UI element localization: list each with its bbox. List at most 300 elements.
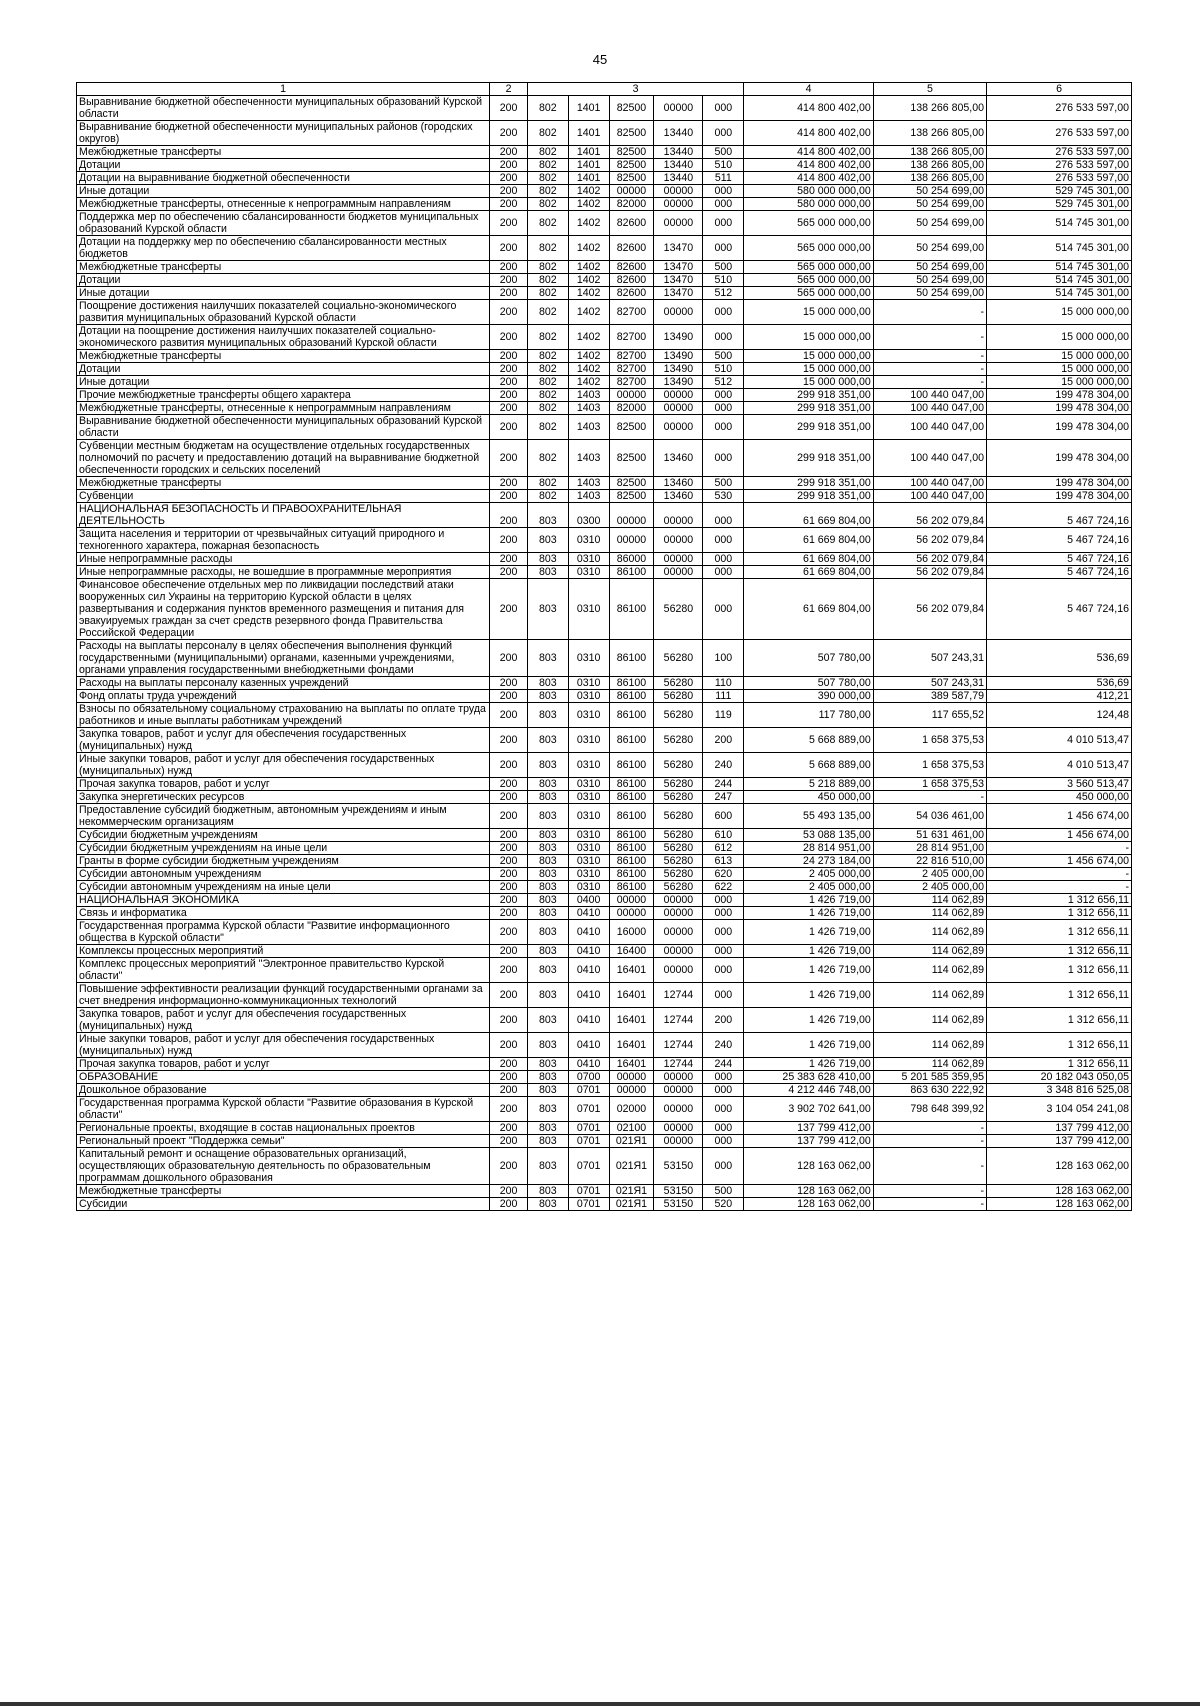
code-program: 16401 [609, 958, 654, 983]
row-name: Комплексы процессных мероприятий [77, 945, 490, 958]
remaining-value: 3 348 816 525,08 [987, 1084, 1132, 1097]
header-col-2: 2 [490, 83, 528, 96]
row-name: Субсидии бюджетным учреждениям [77, 829, 490, 842]
code-program: 86100 [609, 778, 654, 791]
plan-value: 1 426 719,00 [744, 983, 874, 1008]
table-row [77, 1033, 1132, 1058]
code-ministry: 803 [527, 703, 568, 728]
code-admin: 200 [490, 677, 528, 690]
row-name: Дошкольное образование [77, 1084, 490, 1097]
code-section: 0410 [568, 1058, 609, 1071]
code-program: 16400 [609, 945, 654, 958]
row-name: Капитальный ремонт и оснащение образовательных организаций, осуществляющих образовательную деятельность по образовательным программам дошкольного образования [77, 1148, 490, 1185]
row-name: Предоставление субсидий бюджетным, автономным учреждениям и иным некоммерческим организациям [77, 804, 490, 829]
plan-value: 2 405 000,00 [744, 881, 874, 894]
remaining-value: 128 163 062,00 [987, 1185, 1132, 1198]
code-direction: 00000 [654, 945, 703, 958]
plan-value: 128 163 062,00 [744, 1185, 874, 1198]
code-section: 0310 [568, 703, 609, 728]
code-ministry: 803 [527, 1097, 568, 1122]
executed-value: 51 631 461,00 [873, 829, 986, 842]
row-name: ОБРАЗОВАНИЕ [77, 1071, 490, 1084]
executed-value: 50 254 699,00 [873, 185, 986, 198]
table-row [77, 402, 1132, 415]
plan-value: 137 799 412,00 [744, 1122, 874, 1135]
code-direction: 00000 [654, 920, 703, 945]
code-admin: 200 [490, 842, 528, 855]
code-expense-type: 247 [703, 791, 744, 804]
code-section: 0410 [568, 945, 609, 958]
code-expense-type: 000 [703, 1097, 744, 1122]
row-name: Субсидии [77, 1198, 490, 1211]
plan-value: 299 918 351,00 [744, 402, 874, 415]
plan-value: 137 799 412,00 [744, 1135, 874, 1148]
code-section: 0400 [568, 894, 609, 907]
code-admin: 200 [490, 868, 528, 881]
executed-value: 56 202 079,84 [873, 553, 986, 566]
code-section: 1402 [568, 274, 609, 287]
plan-value: 15 000 000,00 [744, 350, 874, 363]
plan-value: 565 000 000,00 [744, 274, 874, 287]
plan-value: 28 814 951,00 [744, 842, 874, 855]
executed-value: - [873, 376, 986, 389]
code-ministry: 802 [527, 198, 568, 211]
row-name: Межбюджетные трансферты [77, 477, 490, 490]
executed-value: - [873, 1198, 986, 1211]
table-row [77, 907, 1132, 920]
code-admin: 200 [490, 1185, 528, 1198]
row-name: Иные закупки товаров, работ и услуг для обеспечения государственных (муниципальных) нужд [77, 1033, 490, 1058]
code-expense-type: 000 [703, 958, 744, 983]
remaining-value: 15 000 000,00 [987, 300, 1132, 325]
executed-value: 22 816 510,00 [873, 855, 986, 868]
row-name: Региональные проекты, входящие в состав национальных проектов [77, 1122, 490, 1135]
code-admin: 200 [490, 829, 528, 842]
code-admin: 200 [490, 1084, 528, 1097]
code-direction: 13490 [654, 376, 703, 389]
code-ministry: 802 [527, 363, 568, 376]
executed-value: 1 658 375,53 [873, 778, 986, 791]
executed-value: 100 440 047,00 [873, 477, 986, 490]
code-section: 0310 [568, 566, 609, 579]
code-program: 82500 [609, 490, 654, 503]
code-program: 82700 [609, 376, 654, 389]
plan-value: 61 669 804,00 [744, 553, 874, 566]
code-expense-type: 500 [703, 477, 744, 490]
remaining-value: 199 478 304,00 [987, 402, 1132, 415]
plan-value: 4 212 446 748,00 [744, 1084, 874, 1097]
row-name: Субсидии автономным учреждениям [77, 868, 490, 881]
code-ministry: 803 [527, 778, 568, 791]
executed-value: - [873, 1135, 986, 1148]
code-program: 86100 [609, 677, 654, 690]
code-section: 1402 [568, 325, 609, 350]
code-program: 82500 [609, 96, 654, 121]
row-name: Расходы на выплаты персоналу казенных учреждений [77, 677, 490, 690]
code-program: 16401 [609, 983, 654, 1008]
header-col-1: 1 [77, 83, 490, 96]
code-direction: 56280 [654, 579, 703, 640]
remaining-value: 450 000,00 [987, 791, 1132, 804]
code-program: 86100 [609, 804, 654, 829]
code-section: 0700 [568, 1071, 609, 1084]
code-expense-type: 000 [703, 415, 744, 440]
code-expense-type: 000 [703, 402, 744, 415]
table-row [77, 791, 1132, 804]
code-section: 0310 [568, 553, 609, 566]
row-name: Прочая закупка товаров, работ и услуг [77, 778, 490, 791]
code-direction: 12744 [654, 1033, 703, 1058]
code-program: 16401 [609, 1008, 654, 1033]
executed-value: 1 658 375,53 [873, 753, 986, 778]
code-program: 82700 [609, 325, 654, 350]
remaining-value: 276 533 597,00 [987, 172, 1132, 185]
row-name: Дотации на поощрение достижения наилучших показателей социально-экономического развития муниципальных образований Курской области [77, 325, 490, 350]
code-program: 02000 [609, 1097, 654, 1122]
plan-value: 15 000 000,00 [744, 300, 874, 325]
code-program: 021Я1 [609, 1148, 654, 1185]
code-section: 1403 [568, 402, 609, 415]
executed-value: 50 254 699,00 [873, 236, 986, 261]
table-row [77, 96, 1132, 121]
code-program: 82700 [609, 363, 654, 376]
row-name: Закупка товаров, работ и услуг для обеспечения государственных (муниципальных) нужд [77, 728, 490, 753]
row-name: Дотации [77, 363, 490, 376]
code-program: 82600 [609, 211, 654, 236]
code-admin: 200 [490, 528, 528, 553]
code-admin: 200 [490, 945, 528, 958]
code-direction: 53150 [654, 1185, 703, 1198]
plan-value: 24 273 184,00 [744, 855, 874, 868]
plan-value: 299 918 351,00 [744, 477, 874, 490]
code-section: 1401 [568, 146, 609, 159]
code-expense-type: 000 [703, 945, 744, 958]
row-name: Государственная программа Курской области "Развитие информационного общества в Курской области" [77, 920, 490, 945]
code-section: 1402 [568, 236, 609, 261]
code-ministry: 802 [527, 236, 568, 261]
code-ministry: 803 [527, 983, 568, 1008]
plan-value: 15 000 000,00 [744, 376, 874, 389]
table-row [77, 159, 1132, 172]
row-name: Выравнивание бюджетной обеспеченности муниципальных образований Курской области [77, 96, 490, 121]
remaining-value: 199 478 304,00 [987, 389, 1132, 402]
code-direction: 56280 [654, 778, 703, 791]
executed-value: 100 440 047,00 [873, 402, 986, 415]
code-ministry: 802 [527, 300, 568, 325]
code-section: 1401 [568, 172, 609, 185]
code-expense-type: 240 [703, 1033, 744, 1058]
table-row [77, 1135, 1132, 1148]
remaining-value: 3 104 054 241,08 [987, 1097, 1132, 1122]
header-col-3: 3 [527, 83, 743, 96]
code-admin: 200 [490, 1148, 528, 1185]
row-name: Защита населения и территории от чрезвычайных ситуаций природного и техногенного характера, пожарная безопасность [77, 528, 490, 553]
plan-value: 450 000,00 [744, 791, 874, 804]
code-program: 86100 [609, 753, 654, 778]
code-expense-type: 510 [703, 159, 744, 172]
code-section: 0701 [568, 1122, 609, 1135]
code-admin: 200 [490, 350, 528, 363]
code-direction: 00000 [654, 503, 703, 528]
code-ministry: 803 [527, 1122, 568, 1135]
code-expense-type: 000 [703, 566, 744, 579]
code-section: 0410 [568, 920, 609, 945]
plan-value: 580 000 000,00 [744, 198, 874, 211]
code-direction: 00000 [654, 185, 703, 198]
code-section: 1402 [568, 350, 609, 363]
page-number: 45 [592, 52, 608, 67]
table-row [77, 804, 1132, 829]
table-row [77, 274, 1132, 287]
code-admin: 200 [490, 920, 528, 945]
row-name: Дотации на выравнивание бюджетной обеспеченности [77, 172, 490, 185]
code-direction: 56280 [654, 753, 703, 778]
code-ministry: 803 [527, 842, 568, 855]
executed-value: 100 440 047,00 [873, 389, 986, 402]
code-direction: 13460 [654, 490, 703, 503]
table-row [77, 553, 1132, 566]
row-name: Региональный проект "Поддержка семьи" [77, 1135, 490, 1148]
remaining-value: 276 533 597,00 [987, 96, 1132, 121]
scan-bottom-edge [0, 1702, 1200, 1706]
remaining-value: 5 467 724,16 [987, 503, 1132, 528]
code-ministry: 802 [527, 185, 568, 198]
code-expense-type: 512 [703, 376, 744, 389]
table-row [77, 1198, 1132, 1211]
code-program: 82500 [609, 146, 654, 159]
code-section: 0300 [568, 503, 609, 528]
table-row [77, 920, 1132, 945]
row-name: Межбюджетные трансферты [77, 261, 490, 274]
plan-value: 414 800 402,00 [744, 146, 874, 159]
table-row [77, 490, 1132, 503]
table-row [77, 677, 1132, 690]
plan-value: 117 780,00 [744, 703, 874, 728]
plan-value: 565 000 000,00 [744, 211, 874, 236]
code-ministry: 803 [527, 855, 568, 868]
code-expense-type: 000 [703, 553, 744, 566]
code-expense-type: 500 [703, 261, 744, 274]
remaining-value: 4 010 513,47 [987, 753, 1132, 778]
row-name: Иные дотации [77, 376, 490, 389]
remaining-value: 124,48 [987, 703, 1132, 728]
remaining-value: 137 799 412,00 [987, 1135, 1132, 1148]
plan-value: 414 800 402,00 [744, 96, 874, 121]
code-section: 1403 [568, 389, 609, 402]
row-name: Государственная программа Курской области "Развитие образования в Курской области" [77, 1097, 490, 1122]
code-ministry: 803 [527, 804, 568, 829]
code-section: 1402 [568, 376, 609, 389]
code-expense-type: 000 [703, 1122, 744, 1135]
table-row [77, 703, 1132, 728]
row-name: Иные дотации [77, 185, 490, 198]
executed-value: 507 243,31 [873, 677, 986, 690]
code-expense-type: 510 [703, 274, 744, 287]
remaining-value: 276 533 597,00 [987, 121, 1132, 146]
code-program: 82600 [609, 287, 654, 300]
code-direction: 00000 [654, 211, 703, 236]
row-name: Иные дотации [77, 287, 490, 300]
plan-value: 299 918 351,00 [744, 389, 874, 402]
code-expense-type: 520 [703, 1198, 744, 1211]
table-row [77, 121, 1132, 146]
code-expense-type: 500 [703, 350, 744, 363]
executed-value: 100 440 047,00 [873, 440, 986, 477]
code-direction: 12744 [654, 1058, 703, 1071]
code-expense-type: 000 [703, 325, 744, 350]
code-expense-type: 500 [703, 1185, 744, 1198]
code-admin: 200 [490, 172, 528, 185]
code-expense-type: 200 [703, 728, 744, 753]
table-row [77, 363, 1132, 376]
code-expense-type: 000 [703, 1084, 744, 1097]
code-program: 00000 [609, 1084, 654, 1097]
code-direction: 13440 [654, 146, 703, 159]
table-row [77, 325, 1132, 350]
code-program: 00000 [609, 1071, 654, 1084]
code-admin: 200 [490, 376, 528, 389]
code-ministry: 803 [527, 1135, 568, 1148]
table-row [77, 287, 1132, 300]
code-expense-type: 000 [703, 389, 744, 402]
remaining-value: 1 456 674,00 [987, 804, 1132, 829]
table-row [77, 1122, 1132, 1135]
plan-value: 61 669 804,00 [744, 528, 874, 553]
row-name: Иные закупки товаров, работ и услуг для обеспечения государственных (муниципальных) нужд [77, 753, 490, 778]
code-admin: 200 [490, 553, 528, 566]
code-ministry: 803 [527, 503, 568, 528]
code-expense-type: 620 [703, 868, 744, 881]
row-name: Поддержка мер по обеспечению сбалансированности бюджетов муниципальных образований Курской области [77, 211, 490, 236]
code-admin: 200 [490, 1071, 528, 1084]
code-ministry: 803 [527, 1185, 568, 1198]
code-program: 02100 [609, 1122, 654, 1135]
code-direction: 56280 [654, 640, 703, 677]
executed-value: 54 036 461,00 [873, 804, 986, 829]
remaining-value: 1 312 656,11 [987, 958, 1132, 983]
code-expense-type: 512 [703, 287, 744, 300]
code-section: 0310 [568, 868, 609, 881]
code-direction: 12744 [654, 1008, 703, 1033]
remaining-value: 5 467 724,16 [987, 528, 1132, 553]
executed-value: - [873, 363, 986, 376]
code-direction: 13460 [654, 477, 703, 490]
code-program: 00000 [609, 185, 654, 198]
code-admin: 200 [490, 728, 528, 753]
code-ministry: 802 [527, 350, 568, 363]
code-expense-type: 612 [703, 842, 744, 855]
code-section: 0310 [568, 528, 609, 553]
plan-value: 61 669 804,00 [744, 503, 874, 528]
table-row [77, 1084, 1132, 1097]
code-admin: 200 [490, 881, 528, 894]
code-expense-type: 000 [703, 1071, 744, 1084]
code-section: 0310 [568, 842, 609, 855]
remaining-value: 1 312 656,11 [987, 983, 1132, 1008]
row-name: Связь и информатика [77, 907, 490, 920]
code-expense-type: 111 [703, 690, 744, 703]
row-name: Субвенции [77, 490, 490, 503]
code-ministry: 802 [527, 325, 568, 350]
row-name: Финансовое обеспечение отдельных мер по ликвидации последствий атаки вооруженных сил Украины на территорию Курской области в целях развертывания и содержания пунктов временного размещения и питания для эвакуируемых граждан за счет средств резервного фонда Правительства Российской Федерации [77, 579, 490, 640]
remaining-value: 514 745 301,00 [987, 211, 1132, 236]
code-section: 1403 [568, 477, 609, 490]
code-program: 82500 [609, 172, 654, 185]
table-row [77, 389, 1132, 402]
row-name: Прочая закупка товаров, работ и услуг [77, 1058, 490, 1071]
code-section: 0310 [568, 881, 609, 894]
remaining-value: 536,69 [987, 640, 1132, 677]
code-ministry: 803 [527, 528, 568, 553]
code-section: 0310 [568, 804, 609, 829]
executed-value: 2 405 000,00 [873, 881, 986, 894]
code-admin: 200 [490, 477, 528, 490]
row-name: Выравнивание бюджетной обеспеченности муниципальных образований Курской области [77, 415, 490, 440]
code-program: 86100 [609, 881, 654, 894]
code-section: 0701 [568, 1185, 609, 1198]
remaining-value: 199 478 304,00 [987, 440, 1132, 477]
code-ministry: 803 [527, 1071, 568, 1084]
table-row [77, 894, 1132, 907]
code-ministry: 802 [527, 146, 568, 159]
code-admin: 200 [490, 146, 528, 159]
code-admin: 200 [490, 363, 528, 376]
table-row [77, 185, 1132, 198]
code-admin: 200 [490, 1008, 528, 1033]
code-ministry: 802 [527, 96, 568, 121]
code-program: 86100 [609, 703, 654, 728]
remaining-value: 137 799 412,00 [987, 1122, 1132, 1135]
code-expense-type: 000 [703, 185, 744, 198]
row-name: Закупка товаров, работ и услуг для обеспечения государственных (муниципальных) нужд [77, 1008, 490, 1033]
code-expense-type: 000 [703, 1148, 744, 1185]
code-admin: 200 [490, 958, 528, 983]
remaining-value: - [987, 868, 1132, 881]
table-row [77, 1148, 1132, 1185]
code-ministry: 803 [527, 640, 568, 677]
executed-value: 507 243,31 [873, 640, 986, 677]
table-row [77, 300, 1132, 325]
code-admin: 200 [490, 490, 528, 503]
code-expense-type: 244 [703, 1058, 744, 1071]
code-ministry: 803 [527, 1148, 568, 1185]
code-direction: 13470 [654, 274, 703, 287]
table-row [77, 868, 1132, 881]
code-section: 1401 [568, 96, 609, 121]
code-admin: 200 [490, 402, 528, 415]
code-direction: 00000 [654, 553, 703, 566]
code-direction: 00000 [654, 300, 703, 325]
code-admin: 200 [490, 804, 528, 829]
executed-value: - [873, 1185, 986, 1198]
code-section: 0410 [568, 1008, 609, 1033]
code-section: 0310 [568, 791, 609, 804]
plan-value: 55 493 135,00 [744, 804, 874, 829]
code-expense-type: 610 [703, 829, 744, 842]
code-ministry: 802 [527, 415, 568, 440]
remaining-value: 276 533 597,00 [987, 146, 1132, 159]
remaining-value: 3 560 513,47 [987, 778, 1132, 791]
code-ministry: 803 [527, 945, 568, 958]
remaining-value: 1 456 674,00 [987, 855, 1132, 868]
table-row [77, 881, 1132, 894]
executed-value: - [873, 350, 986, 363]
executed-value: - [873, 325, 986, 350]
code-program: 00000 [609, 389, 654, 402]
plan-value: 1 426 719,00 [744, 920, 874, 945]
remaining-value: 1 312 656,11 [987, 907, 1132, 920]
code-direction: 00000 [654, 1084, 703, 1097]
